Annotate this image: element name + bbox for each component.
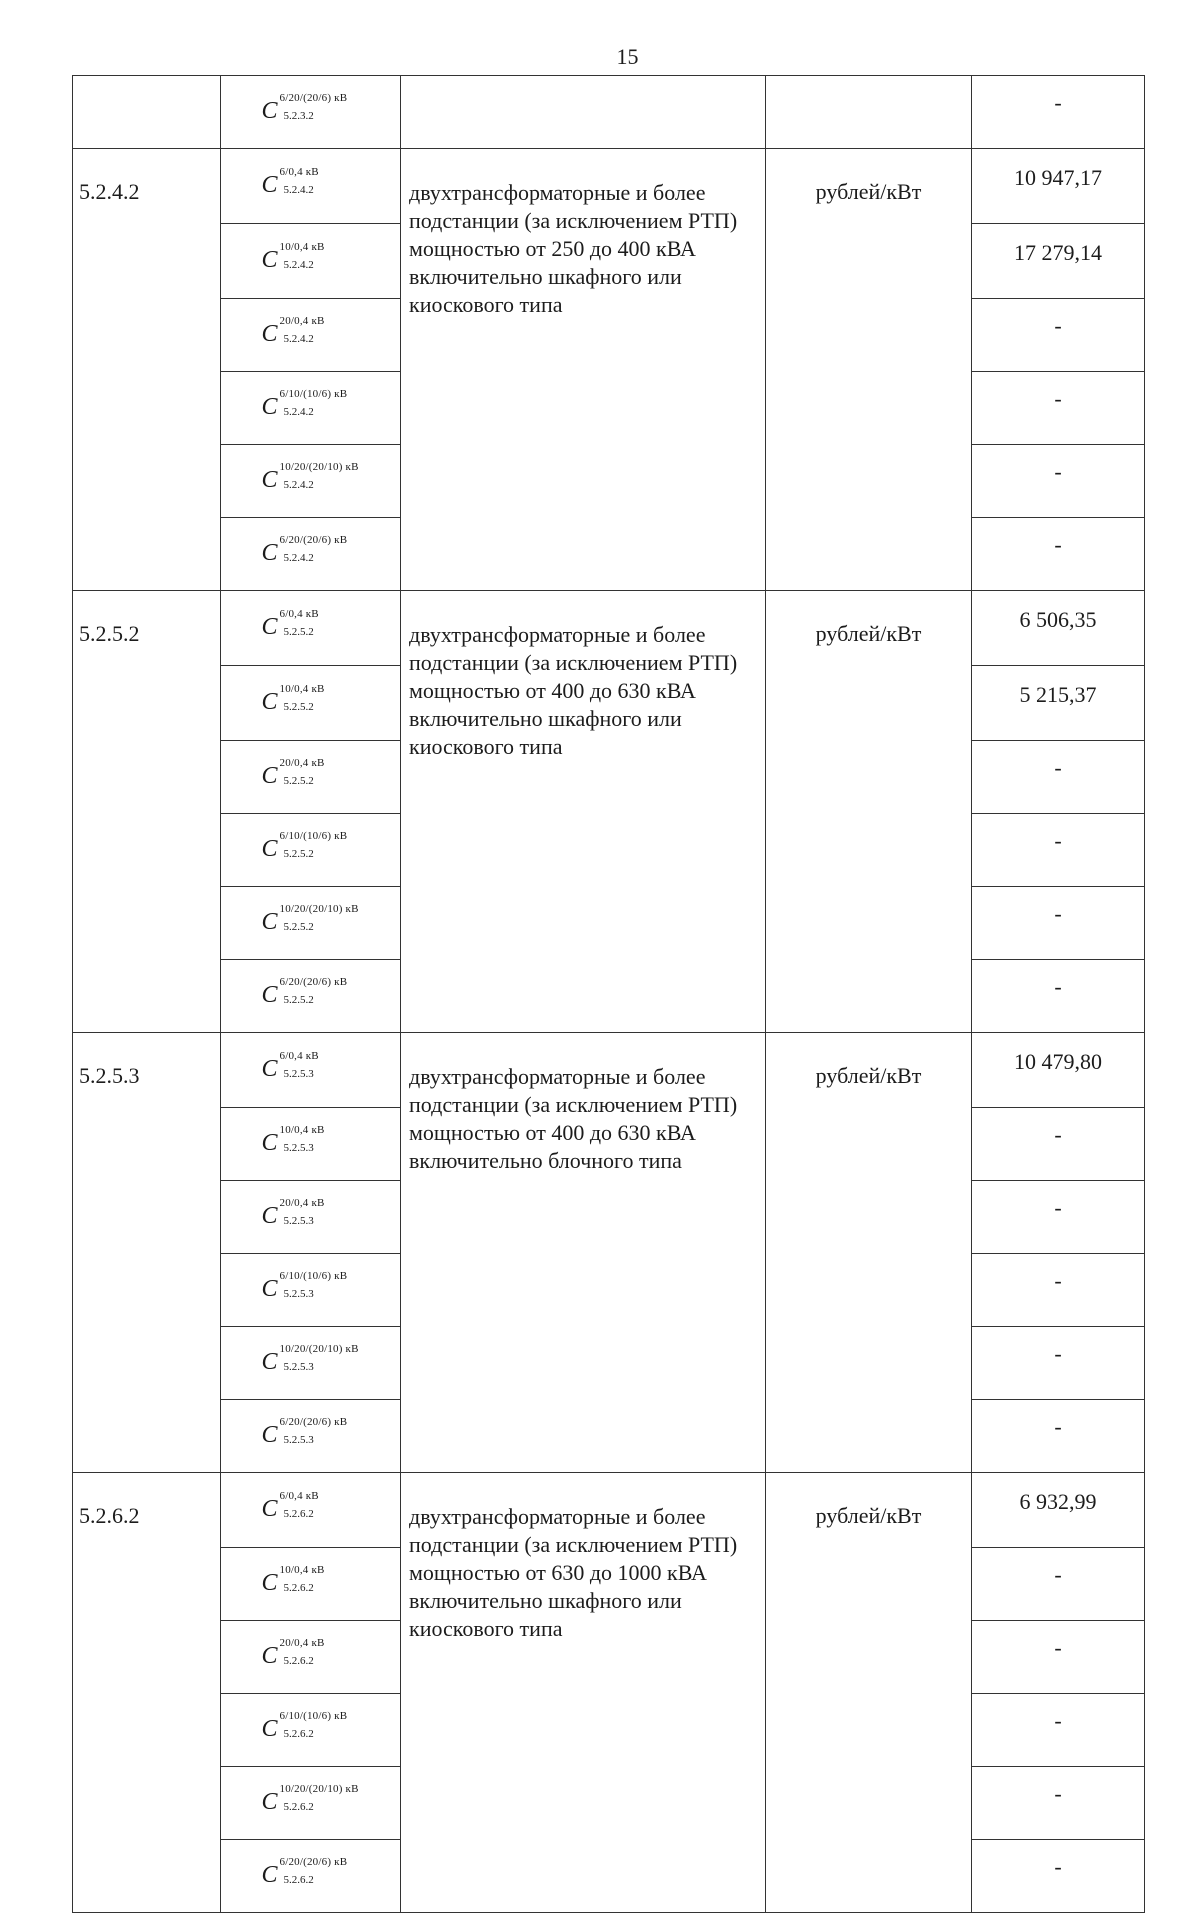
symbol-letter: C <box>261 97 278 124</box>
tariff-symbol <box>262 532 360 572</box>
symbol-subscript: 5.2.5.2 <box>283 700 314 713</box>
symbol-letter: C <box>261 1348 278 1375</box>
symbol-subscript: 5.2.4.2 <box>283 551 314 564</box>
symbol-letter: C <box>261 835 278 862</box>
symbol-cell <box>221 1767 401 1840</box>
symbol-superscript: 10/20/(20/10) кВ <box>279 1782 359 1795</box>
symbol-superscript: 6/0,4 кВ <box>279 1489 319 1502</box>
tariff-table <box>72 75 1145 1913</box>
symbol-letter: C <box>261 1569 278 1596</box>
symbol-cell <box>221 591 401 666</box>
symbol-letter: C <box>261 1788 278 1815</box>
symbol-cell <box>221 1473 401 1548</box>
tariff-symbol <box>262 1414 360 1454</box>
symbol-letter: C <box>261 613 278 640</box>
symbol-superscript: 6/20/(20/6) кВ <box>279 533 348 546</box>
symbol-cell <box>221 1694 401 1767</box>
value-cell: 10 947,17 <box>972 149 1145 224</box>
item-unit: рублей/кВт <box>766 1473 972 1913</box>
symbol-cell <box>221 887 401 960</box>
symbol-superscript: 6/20/(20/6) кВ <box>279 1415 348 1428</box>
symbol-superscript: 6/0,4 кВ <box>279 1049 319 1062</box>
symbol-superscript: 20/0,4 кВ <box>279 314 325 327</box>
value-cell: - <box>972 76 1145 149</box>
symbol-subscript: 5.2.5.3 <box>283 1360 314 1373</box>
tariff-symbol <box>262 1268 360 1308</box>
symbol-subscript: 5.2.5.2 <box>283 920 314 933</box>
symbol-cell <box>221 666 401 741</box>
symbol-superscript: 6/20/(20/6) кВ <box>279 975 348 988</box>
symbol-cell <box>221 76 401 149</box>
description-cell-empty <box>401 76 766 149</box>
symbol-letter: C <box>261 171 278 198</box>
symbol-subscript: 5.2.3.2 <box>283 109 314 122</box>
value-cell: 6 506,35 <box>972 591 1145 666</box>
tariff-symbol <box>262 1562 360 1602</box>
symbol-superscript: 6/0,4 кВ <box>279 165 319 178</box>
value-cell: 6 932,99 <box>972 1473 1145 1548</box>
symbol-subscript: 5.2.6.2 <box>283 1873 314 1886</box>
symbol-subscript: 5.2.5.3 <box>283 1433 314 1446</box>
tariff-symbol <box>262 90 360 130</box>
symbol-letter: C <box>261 1495 278 1522</box>
symbol-superscript: 20/0,4 кВ <box>279 1636 325 1649</box>
page-number: 15 <box>616 44 639 69</box>
symbol-cell <box>221 1033 401 1108</box>
symbol-cell <box>221 1254 401 1327</box>
item-unit: рублей/кВт <box>766 1033 972 1473</box>
value-cell: - <box>972 960 1145 1033</box>
symbol-superscript: 10/20/(20/10) кВ <box>279 1342 359 1355</box>
table-row <box>73 591 1145 666</box>
item-unit: рублей/кВт <box>766 591 972 1033</box>
tariff-symbol <box>262 164 360 204</box>
symbol-subscript: 5.2.5.2 <box>283 774 314 787</box>
tariff-symbol <box>262 1122 360 1162</box>
symbol-cell <box>221 1181 401 1254</box>
symbol-letter: C <box>261 393 278 420</box>
symbol-letter: C <box>261 1715 278 1742</box>
symbol-subscript: 5.2.5.3 <box>283 1141 314 1154</box>
symbol-subscript: 5.2.4.2 <box>283 183 314 196</box>
value-cell: - <box>972 741 1145 814</box>
symbol-superscript: 6/10/(10/6) кВ <box>279 1709 348 1722</box>
symbol-superscript: 10/20/(20/10) кВ <box>279 460 359 473</box>
symbol-subscript: 5.2.4.2 <box>283 258 314 271</box>
symbol-superscript: 6/20/(20/6) кВ <box>279 1855 348 1868</box>
item-description: двухтрансформаторные и более подстанции (за исключением РТП) мощностью от 400 до 630 кВА включительно шкафного или киоскового типа <box>401 591 766 1033</box>
tariff-symbol <box>262 313 360 353</box>
value-cell: - <box>972 1327 1145 1400</box>
symbol-subscript: 5.2.5.3 <box>283 1214 314 1227</box>
symbol-letter: C <box>261 762 278 789</box>
symbol-cell <box>221 1327 401 1400</box>
symbol-letter: C <box>261 1275 278 1302</box>
item-description: двухтрансформаторные и более подстанции (за исключением РТП) мощностью от 400 до 630 кВА включительно блочного типа <box>401 1033 766 1473</box>
value-cell: - <box>972 1621 1145 1694</box>
item-unit: рублей/кВт <box>766 149 972 591</box>
value-cell: 10 479,80 <box>972 1033 1145 1108</box>
value-cell: - <box>972 1254 1145 1327</box>
table-row <box>73 149 1145 224</box>
symbol-superscript: 20/0,4 кВ <box>279 756 325 769</box>
value-cell: - <box>972 1548 1145 1621</box>
code-cell-empty <box>73 76 221 149</box>
symbol-superscript: 10/0,4 кВ <box>279 240 325 253</box>
symbol-cell <box>221 518 401 591</box>
tariff-symbol <box>262 459 360 499</box>
symbol-superscript: 10/0,4 кВ <box>279 682 325 695</box>
symbol-letter: C <box>261 320 278 347</box>
tariff-symbol <box>262 1048 360 1088</box>
value-cell: - <box>972 1400 1145 1473</box>
symbol-letter: C <box>261 908 278 935</box>
symbol-superscript: 10/20/(20/10) кВ <box>279 902 359 915</box>
item-description: двухтрансформаторные и более подстанции (за исключением РТП) мощностью от 630 до 1000 кВА включительно шкафного или киоскового типа <box>401 1473 766 1913</box>
symbol-letter: C <box>261 981 278 1008</box>
symbol-cell <box>221 372 401 445</box>
tariff-symbol <box>262 386 360 426</box>
symbol-subscript: 5.2.6.2 <box>283 1507 314 1520</box>
value-cell: - <box>972 1181 1145 1254</box>
symbol-superscript: 6/0,4 кВ <box>279 607 319 620</box>
symbol-cell <box>221 960 401 1033</box>
tariff-symbol <box>262 681 360 721</box>
symbol-letter: C <box>261 1642 278 1669</box>
symbol-subscript: 5.2.6.2 <box>283 1654 314 1667</box>
symbol-cell <box>221 149 401 224</box>
symbol-subscript: 5.2.6.2 <box>283 1800 314 1813</box>
value-cell: - <box>972 1694 1145 1767</box>
symbol-cell <box>221 1840 401 1913</box>
value-cell: - <box>972 887 1145 960</box>
symbol-cell <box>221 814 401 887</box>
symbol-subscript: 5.2.5.2 <box>283 847 314 860</box>
symbol-letter: C <box>261 246 278 273</box>
tariff-symbol <box>262 1708 360 1748</box>
table-row <box>73 1473 1145 1548</box>
symbol-subscript: 5.2.5.2 <box>283 625 314 638</box>
symbol-superscript: 6/10/(10/6) кВ <box>279 1269 348 1282</box>
symbol-superscript: 6/20/(20/6) кВ <box>279 91 348 104</box>
tariff-symbol <box>262 606 360 646</box>
symbol-letter: C <box>261 1202 278 1229</box>
symbol-letter: C <box>261 1055 278 1082</box>
tariff-symbol <box>262 755 360 795</box>
tariff-symbol <box>262 828 360 868</box>
symbol-letter: C <box>261 466 278 493</box>
symbol-letter: C <box>261 1129 278 1156</box>
symbol-letter: C <box>261 539 278 566</box>
value-cell: 17 279,14 <box>972 224 1145 299</box>
symbol-subscript: 5.2.4.2 <box>283 332 314 345</box>
symbol-superscript: 6/10/(10/6) кВ <box>279 829 348 842</box>
tariff-symbol <box>262 1635 360 1675</box>
symbol-subscript: 5.2.6.2 <box>283 1581 314 1594</box>
table-row <box>73 1033 1145 1108</box>
symbol-superscript: 6/10/(10/6) кВ <box>279 387 348 400</box>
table-row-continuation <box>73 76 1145 149</box>
symbol-subscript: 5.2.5.3 <box>283 1067 314 1080</box>
symbol-letter: C <box>261 1861 278 1888</box>
symbol-cell <box>221 1548 401 1621</box>
tariff-symbol <box>262 974 360 1014</box>
symbol-cell <box>221 445 401 518</box>
item-description: двухтрансформаторные и более подстанции (за исключением РТП) мощностью от 250 до 400 кВА включительно шкафного или киоскового типа <box>401 149 766 591</box>
symbol-cell <box>221 299 401 372</box>
value-cell: - <box>972 1767 1145 1840</box>
symbol-cell <box>221 1108 401 1181</box>
tariff-symbol <box>262 1854 360 1894</box>
symbol-subscript: 5.2.5.2 <box>283 993 314 1006</box>
symbol-letter: C <box>261 688 278 715</box>
symbol-superscript: 10/0,4 кВ <box>279 1563 325 1576</box>
symbol-subscript: 5.2.4.2 <box>283 405 314 418</box>
tariff-symbol <box>262 239 360 279</box>
item-code: 5.2.6.2 <box>73 1473 221 1913</box>
tariff-symbol <box>262 1488 360 1528</box>
symbol-cell <box>221 224 401 299</box>
value-cell: - <box>972 1840 1145 1913</box>
tariff-symbol <box>262 1781 360 1821</box>
symbol-subscript: 5.2.6.2 <box>283 1727 314 1740</box>
item-code: 5.2.5.2 <box>73 591 221 1033</box>
value-cell: - <box>972 814 1145 887</box>
tariff-symbol <box>262 1341 360 1381</box>
symbol-subscript: 5.2.5.3 <box>283 1287 314 1300</box>
tariff-symbol <box>262 901 360 941</box>
tariff-table-body <box>73 76 1145 1913</box>
value-cell: - <box>972 372 1145 445</box>
symbol-cell <box>221 1400 401 1473</box>
item-code: 5.2.4.2 <box>73 149 221 591</box>
value-cell: - <box>972 299 1145 372</box>
symbol-letter: C <box>261 1421 278 1448</box>
symbol-superscript: 20/0,4 кВ <box>279 1196 325 1209</box>
symbol-cell <box>221 1621 401 1694</box>
value-cell: - <box>972 445 1145 518</box>
symbol-subscript: 5.2.4.2 <box>283 478 314 491</box>
item-code: 5.2.5.3 <box>73 1033 221 1473</box>
unit-cell-empty <box>766 76 972 149</box>
value-cell: - <box>972 1108 1145 1181</box>
tariff-symbol <box>262 1195 360 1235</box>
symbol-superscript: 10/0,4 кВ <box>279 1123 325 1136</box>
value-cell: - <box>972 518 1145 591</box>
symbol-cell <box>221 741 401 814</box>
value-cell: 5 215,37 <box>972 666 1145 741</box>
